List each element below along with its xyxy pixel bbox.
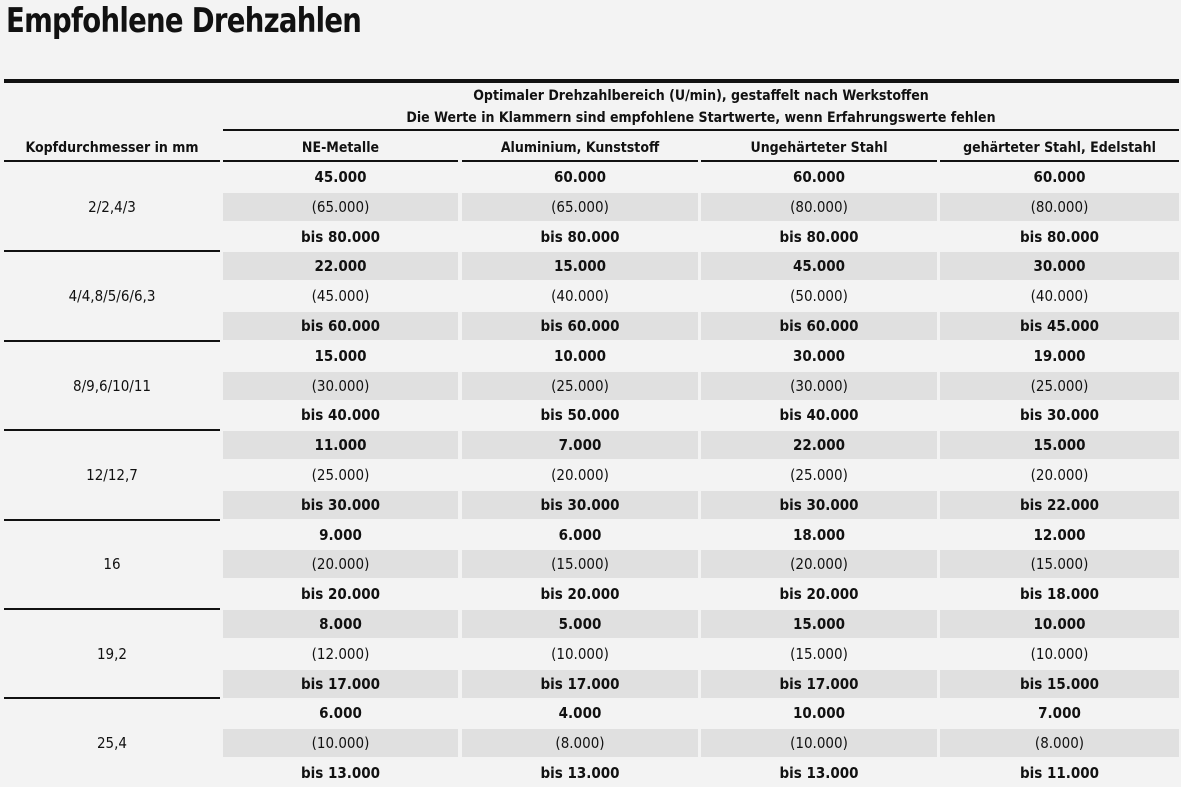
table-cell: bis 30.000 [223,491,458,519]
table-cell: (25.000) [790,466,848,484]
table-cell: (10.000) [701,729,937,757]
header-underline [462,160,698,162]
table-cell: 30.000 [792,347,846,365]
table-cell: (12.000) [311,645,370,663]
table-cell: bis 30.000 [462,491,698,519]
table-cell: 22.000 [223,252,458,280]
table-cell: 45.000 [314,168,367,186]
row-group-separator [4,340,220,342]
table-cell: (30.000) [223,372,458,400]
table-cell: (8.000) [462,729,698,757]
row-group-separator [4,608,220,610]
table-cell: (40.000) [1030,287,1089,305]
row-group-separator [4,697,220,699]
row-label-diameter: 2/2,4/3 [88,198,136,216]
table-cell: 15.000 [462,252,698,280]
table-cell: (20.000) [551,466,609,484]
table-cell: bis 13.000 [779,764,859,782]
row-label-diameter: 16 [103,555,121,573]
table-cell: (8.000) [940,729,1179,757]
table-cell: 60.000 [1033,168,1086,186]
table-cell: 30.000 [940,252,1179,280]
table-cell: bis 17.000 [701,670,937,698]
row-label-diameter: 25,4 [96,734,128,752]
table-cell: 18.000 [792,526,846,544]
table-cell: (10.000) [1030,645,1089,663]
table-cell: 5.000 [462,610,698,638]
table-cell: bis 80.000 [1019,228,1100,246]
column-header-aluminium: Aluminium, Kunststoff [500,140,660,156]
table-cell: bis 11.000 [1019,764,1100,782]
table-cell: bis 17.000 [462,670,698,698]
table-cell: bis 20.000 [540,585,620,603]
row-group-separator [4,519,220,521]
header-group-line-2: Die Werte in Klammern sind empfohlene Startwerte, wenn Erfahrungswerte fehlen [406,110,996,126]
page-title: Empfohlene Drehzahlen [6,1,362,41]
table-cell: 15.000 [701,610,937,638]
table-cell: (20.000) [223,550,458,578]
row-group-separator [4,429,220,431]
row-label-diameter: 8/9,6/10/11 [72,377,152,395]
header-underline [223,160,458,162]
header-underline [4,160,220,162]
table-cell: 22.000 [701,431,937,459]
header-underline [940,160,1179,162]
table-cell: (10.000) [223,729,458,757]
table-cell: 6.000 [558,526,602,544]
table-cell: bis 60.000 [701,312,937,340]
table-cell: 11.000 [223,431,458,459]
table-cell: (20.000) [1030,466,1089,484]
table-cell: (15.000) [790,645,848,663]
column-header-diameter: Kopfdurchmesser in mm [25,140,199,156]
column-header-gehaerteter-stahl: gehärteter Stahl, Edelstahl [963,140,1156,156]
header-group-rule [223,129,1179,131]
row-group-separator [4,250,220,252]
header-underline [701,160,937,162]
table-cell: 15.000 [940,431,1179,459]
column-header-ne-metalle: NE-Metalle [301,140,380,156]
table-cell: (40.000) [551,287,609,305]
table-cell: 7.000 [1038,704,1081,722]
table-top-rule [4,79,1179,83]
table-cell: (10.000) [551,645,609,663]
table-cell: bis 18.000 [1019,585,1100,603]
table-cell: bis 13.000 [300,764,381,782]
table-cell: 45.000 [701,252,937,280]
table-cell: 19.000 [1033,347,1086,365]
table-cell: bis 40.000 [300,406,381,424]
table-cell: 7.000 [462,431,698,459]
table-cell: (50.000) [790,287,848,305]
table-cell: (65.000) [223,193,458,221]
table-cell: bis 22.000 [940,491,1179,519]
table-cell: bis 17.000 [223,670,458,698]
row-label-diameter: 19,2 [96,645,128,663]
table-cell: bis 30.000 [701,491,937,519]
table-cell: bis 20.000 [300,585,381,603]
table-cell: (80.000) [940,193,1179,221]
table-cell: (30.000) [701,372,937,400]
table-cell: bis 60.000 [223,312,458,340]
row-label-diameter: 4/4,8/5/6/6,3 [68,287,156,305]
table-cell: bis 20.000 [779,585,859,603]
table-cell: bis 80.000 [300,228,381,246]
table-cell: 4.000 [558,704,602,722]
column-header-ungehaerteter-stahl: Ungehärteter Stahl [750,140,888,156]
table-cell: 10.000 [940,610,1179,638]
table-cell: 12.000 [1033,526,1086,544]
table-cell: (45.000) [311,287,370,305]
table-cell: (25.000) [462,372,698,400]
table-cell: (25.000) [940,372,1179,400]
table-cell: (20.000) [701,550,937,578]
table-cell: 60.000 [553,168,607,186]
table-cell: bis 13.000 [540,764,620,782]
table-cell: 10.000 [792,704,846,722]
row-label-diameter: 12/12,7 [86,466,138,484]
table-cell: (65.000) [462,193,698,221]
table-cell: (15.000) [462,550,698,578]
table-cell: 10.000 [553,347,607,365]
table-cell: bis 45.000 [940,312,1179,340]
table-cell: (15.000) [940,550,1179,578]
table-cell: 15.000 [314,347,367,365]
header-group-line-1: Optimaler Drehzahlbereich (U/min), gestaffelt nach Werkstoffen [473,88,929,104]
table-cell: 60.000 [792,168,846,186]
table-cell: 6.000 [319,704,362,722]
table-cell: bis 40.000 [779,406,859,424]
table-cell: 9.000 [319,526,362,544]
table-cell: (25.000) [311,466,370,484]
table-cell: bis 80.000 [540,228,620,246]
table-cell: bis 15.000 [940,670,1179,698]
table-cell: 8.000 [223,610,458,638]
table-cell: bis 60.000 [462,312,698,340]
table-cell: bis 50.000 [540,406,620,424]
table-cell: bis 30.000 [1019,406,1100,424]
table-cell: (80.000) [701,193,937,221]
table-cell: bis 80.000 [779,228,859,246]
